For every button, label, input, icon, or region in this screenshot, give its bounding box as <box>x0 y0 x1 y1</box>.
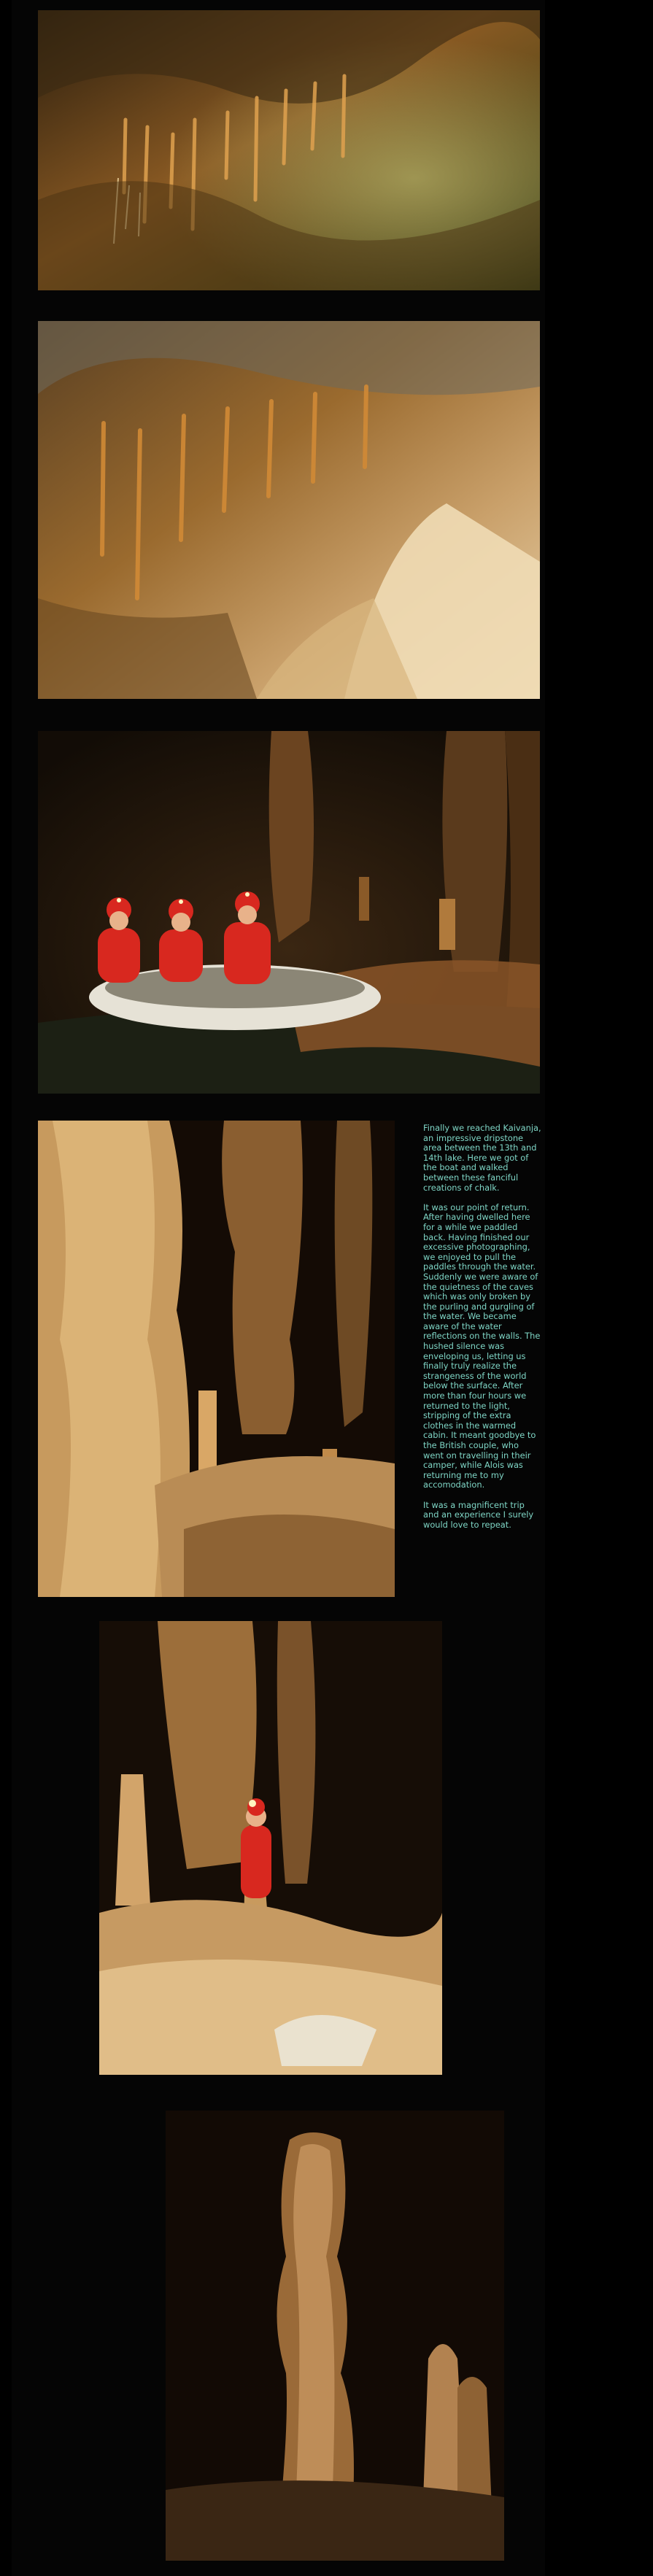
cave-wall-photo <box>38 321 540 699</box>
story-paragraph: It was a magnificent trip and an experience I surely would love to repeat. <box>423 1499 534 1530</box>
dripstone-columns-photo <box>38 1121 395 1597</box>
caver-photo <box>99 1621 442 2075</box>
stalagmite-column-photo <box>166 2111 504 2561</box>
cave-ceiling-photo <box>38 10 540 290</box>
story-text <box>423 1123 541 1540</box>
raft-photo <box>38 731 540 1094</box>
story-paragraph: Finally we reached Kaivanja, an impressive dripstone area between the 13th and 14th lake. Here we got of the boat and walked between these fanciful creations of chalk. <box>423 1123 541 1193</box>
story-paragraph: It was our point of return. After having dwelled here for a while we paddled back. Having finished our excessive photographing, we enjoyed to pull the paddles through the water. Suddenly we were aware of the quietness of the caves which was only broken by the purling and gurgling of the water. We became aware of the water reflections on the walls. The hushed silence was enveloping us, letting us finally truly realize the strangeness of the world below the surface. After more than four hours we returned to the light, stripping of the extra clothes in the warmed cabin. It meant goodbye to the British couple, who went on travelling in their camper, while Alois was returning me to my accomodation. <box>423 1202 541 1490</box>
